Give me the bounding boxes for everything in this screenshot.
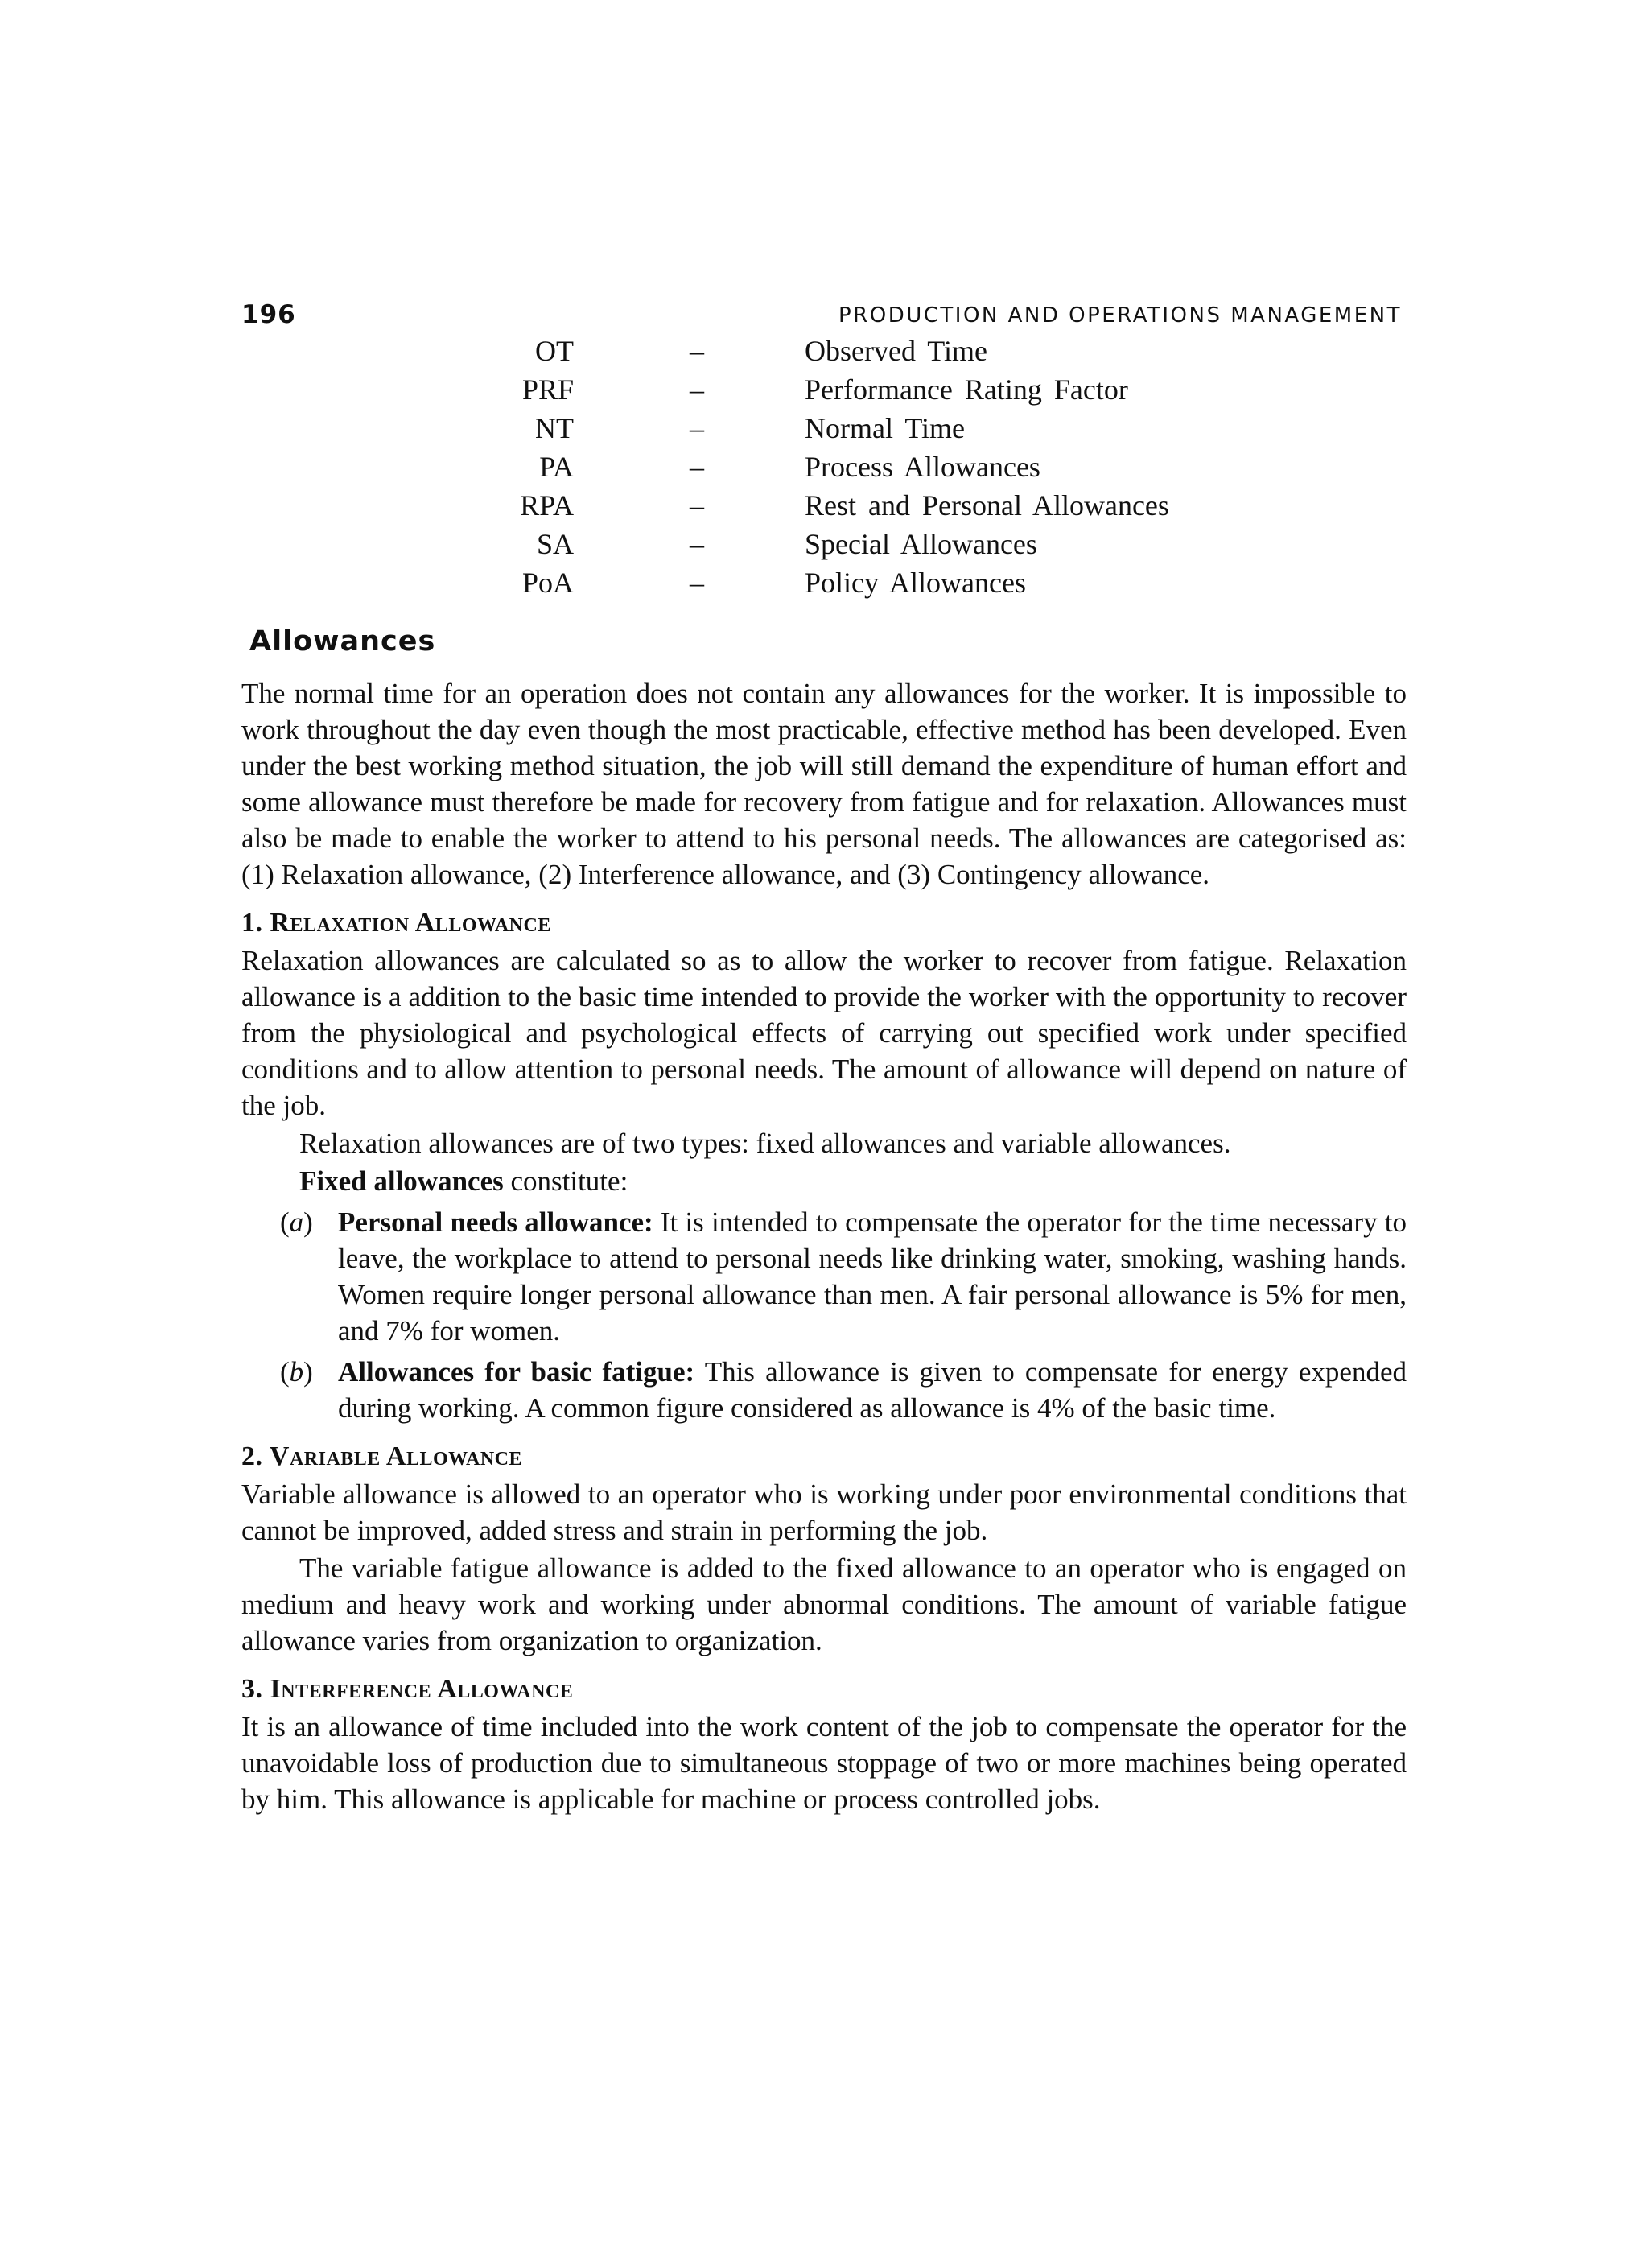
interference-paragraph: It is an allowance of time included into the work content of the job to compensate the operator for the unavoidable loss of production due to simultaneous stoppage of two or more machines being operated by him. This allowance is applicable for machine or process controlled jobs. bbox=[241, 1711, 1407, 1815]
allowances-intro-paragraph: The normal time for an operation does not contain any allowances for the worker. It is impossible to work throughout the day even though the most practicable, effective method has been developed. Even under the best working method situation, the job will still demand the expenditure of human effort and some allowance must therefore be made for recovery from fatigue and for relaxation. Allowances must also be made to enable the worker to attend to his personal needs. The allowances are categorised as: (1) Relaxation allowance, (2) Interference allowance, and (3) Contingency allowance. bbox=[241, 678, 1407, 890]
abbreviation-row bbox=[241, 566, 1407, 604]
abbreviation: PoA bbox=[521, 567, 574, 599]
abbreviation-row bbox=[241, 489, 1407, 527]
abbreviation-meaning: Rest and Personal Allowances bbox=[805, 489, 1169, 522]
running-title: PRODUCTION AND OPERATIONS MANAGEMENT bbox=[838, 303, 1402, 328]
abbreviation-dash: – bbox=[690, 335, 704, 367]
relaxation-types-paragraph: Relaxation allowances are of two types: fixed allowances and variable allowances. bbox=[299, 1128, 1231, 1159]
abbreviation-dash: – bbox=[690, 412, 704, 444]
abbreviation-meaning: Observed Time bbox=[805, 335, 988, 367]
abbreviation: NT bbox=[535, 412, 574, 444]
variable-fatigue-paragraph: The variable fatigue allowance is added to the fixed allowance to an operator who is engaged on medium and heavy work and working under abnormal conditions. The amount of variable fatigue allowance varies from organization to organization. bbox=[241, 1553, 1407, 1656]
variable-paragraph: Variable allowance is allowed to an operator who is working under poor environmental conditions that cannot be improved, added stress and strain in performing the job. bbox=[241, 1478, 1407, 1546]
abbreviation: SA bbox=[536, 528, 574, 560]
list-item-title: Personal needs allowance: bbox=[338, 1206, 653, 1238]
abbreviation-row bbox=[241, 527, 1407, 566]
fixed-allowances-intro bbox=[241, 1163, 1407, 1199]
abbreviation: PRF bbox=[521, 373, 574, 406]
list-item-title: Allowances for basic fatigue: bbox=[338, 1356, 695, 1388]
subheading-relaxation-allowance: 1. Relaxation Allowance bbox=[241, 908, 551, 938]
abbreviation-row bbox=[241, 373, 1407, 411]
list-marker: (a) bbox=[280, 1206, 313, 1238]
abbreviation-dash: – bbox=[690, 373, 704, 406]
list-item-basic-fatigue bbox=[241, 1354, 1407, 1426]
list-marker: (b) bbox=[280, 1356, 313, 1388]
book-page bbox=[241, 294, 1407, 1817]
abbreviation-dash: – bbox=[690, 451, 704, 483]
page-number: 196 bbox=[241, 300, 296, 329]
subheading-interference-allowance: 3. Interference Allowance bbox=[241, 1674, 574, 1704]
abbreviation-meaning: Normal Time bbox=[805, 412, 966, 444]
abbreviation-dash: – bbox=[690, 567, 704, 599]
abbreviation: RPA bbox=[520, 489, 574, 522]
abbreviation-dash: – bbox=[690, 489, 704, 522]
abbreviation: PA bbox=[539, 451, 574, 483]
abbreviation-row bbox=[241, 450, 1407, 489]
relaxation-paragraph: Relaxation allowances are calculated so as to allow the worker to recover from fatigue. Relaxation allowance is a addition to the basic time intended to provide the worker with the opportunity to recover from the physiological and psychological effects of carrying out specified work under specified conditions and to allow attention to personal needs. The amount of allowance will depend on nature of the job. bbox=[241, 945, 1407, 1121]
abbreviation-meaning: Special Allowances bbox=[805, 528, 1037, 560]
list-item-text: This allowance is given to compensate for energy expended during working. A common figure considered as allowance is 4% of the basic time. bbox=[338, 1356, 1407, 1424]
section-heading-allowances: Allowances bbox=[249, 625, 436, 658]
abbreviation-dash: – bbox=[690, 528, 704, 560]
abbreviation-meaning: Process Allowances bbox=[805, 451, 1040, 483]
abbreviation-row bbox=[241, 334, 1407, 373]
fixed-allowances-label: Fixed allowances bbox=[299, 1165, 504, 1197]
abbreviation: OT bbox=[535, 335, 574, 367]
abbreviation-meaning: Policy Allowances bbox=[805, 567, 1026, 599]
abbreviation-meaning: Performance Rating Factor bbox=[805, 373, 1128, 406]
running-head bbox=[241, 294, 1407, 334]
list-item-personal-needs bbox=[241, 1204, 1407, 1349]
abbreviation-row bbox=[241, 411, 1407, 450]
abbreviation-list bbox=[241, 334, 1407, 608]
subheading-variable-allowance: 2. Variable Allowance bbox=[241, 1441, 523, 1471]
fixed-allowances-rest: constitute: bbox=[503, 1165, 628, 1197]
list-item-text: It is intended to compensate the operator for the time necessary to leave, the workplace to attend to personal needs like drinking water, smoking, washing hands. Women require longer personal allowance than men. A fair personal allowance is 5% for men, and 7% for women. bbox=[338, 1206, 1407, 1346]
